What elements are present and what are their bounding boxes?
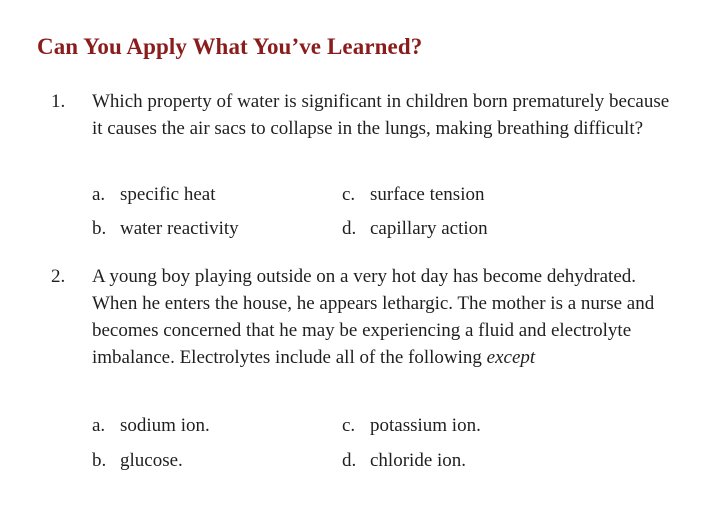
option-letter: d. bbox=[342, 450, 357, 471]
question-text: Which property of water is significant in children born prematurely because it causes the air sacs to collapse in the lungs, making breathing difficult? bbox=[92, 91, 670, 139]
option-text: chloride ion. bbox=[370, 450, 467, 471]
question-number: 1. bbox=[51, 91, 66, 112]
answer-option-1c bbox=[342, 181, 484, 208]
answer-option-2a bbox=[92, 412, 210, 439]
option-letter: c. bbox=[342, 415, 356, 436]
answer-option-1a bbox=[92, 181, 215, 208]
page-title: Can You Apply What You’ve Learned? bbox=[37, 34, 423, 59]
question-number: 2. bbox=[51, 266, 66, 287]
option-text: water reactivity bbox=[120, 218, 239, 239]
question-text: A young boy playing outside on a very hot day has become dehydrated. When he enters the house, he appears lethargic. The mother is a nurse and becomes concerned that he may be experiencing a fluid and electrolyte imbalance. Electrolytes include all of the following except bbox=[92, 266, 655, 368]
option-letter: a. bbox=[92, 184, 106, 205]
answer-option-1b bbox=[92, 215, 239, 242]
option-letter: d. bbox=[342, 218, 357, 239]
option-text: surface tension bbox=[370, 184, 485, 205]
option-text: specific heat bbox=[120, 184, 216, 205]
option-letter: a. bbox=[92, 415, 106, 436]
answer-option-2c bbox=[342, 412, 481, 439]
answer-option-1d bbox=[342, 215, 488, 242]
option-text: capillary action bbox=[370, 218, 488, 239]
option-text: potassium ion. bbox=[370, 415, 481, 436]
option-letter: c. bbox=[342, 184, 356, 205]
answer-option-2d bbox=[342, 447, 466, 474]
option-text: sodium ion. bbox=[120, 415, 210, 436]
option-letter: b. bbox=[92, 450, 107, 471]
answer-option-2b bbox=[92, 447, 183, 474]
option-text: glucose. bbox=[120, 450, 183, 471]
option-letter: b. bbox=[92, 218, 107, 239]
